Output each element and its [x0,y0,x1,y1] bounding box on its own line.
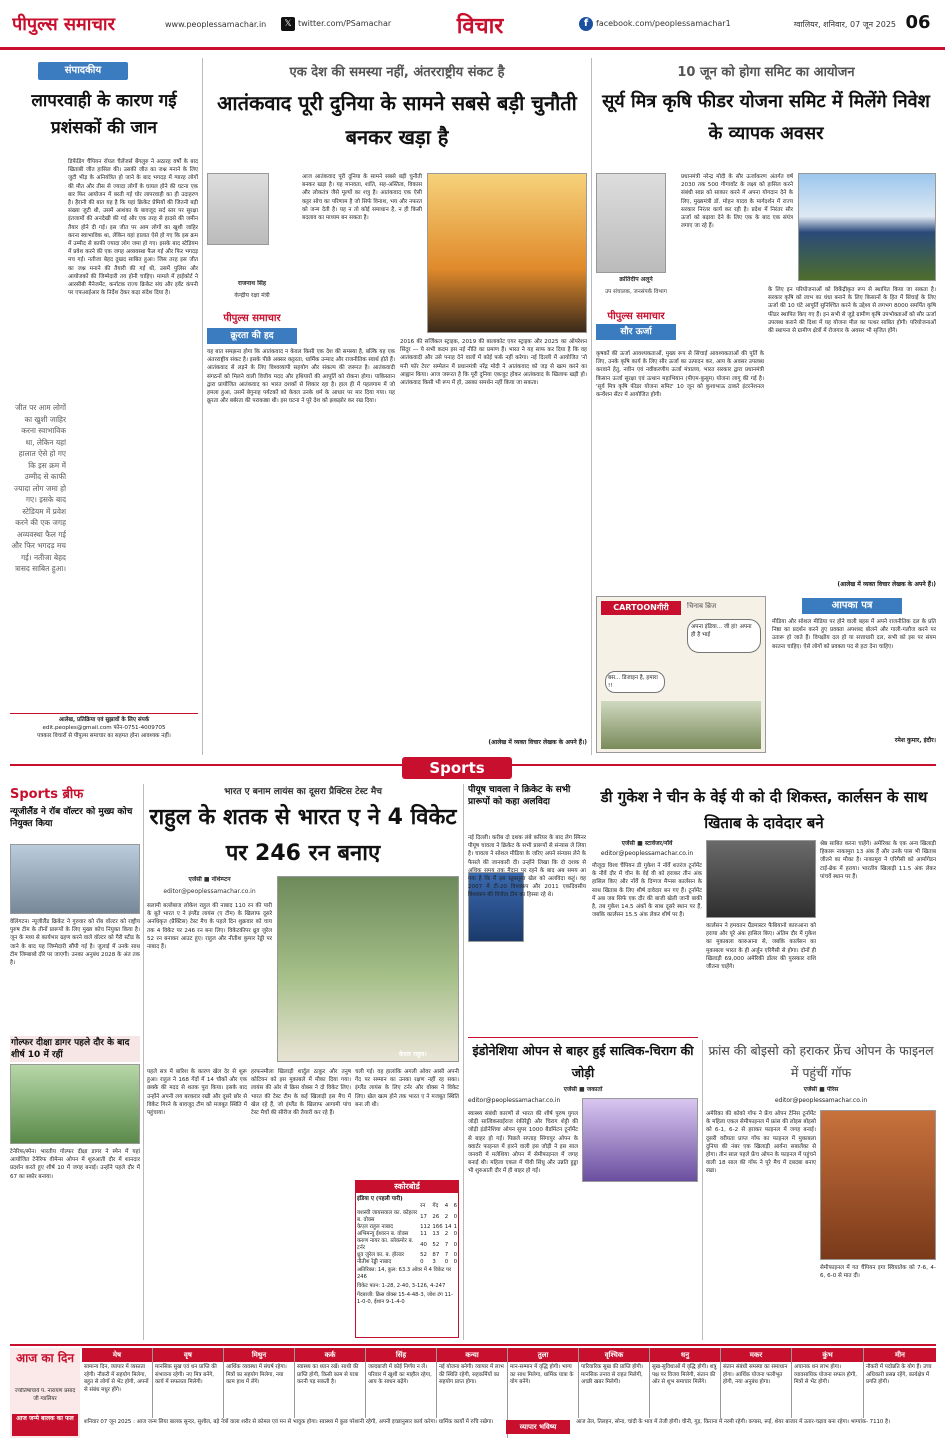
gukesh-body-1: मौजूदा विश्व चैंपियन डी गुकेश ने नॉर्वे शतरंज टूर्नामेंट के नौवें दौर में चीन के वेई यी को हराकर तीन अंक हासिल किए और नॉर्वे के दिग्गज मैग्नस कार्लसन के साथ खिताब के लिए शीर्ष दावेदार बन गए हैं। टूर्नामेंट में अब जब सिर्फ एक दौर की बाजी खेली जानी बाकी है, तब गुकेश 14.5 अंकों के साथ दूसरे स्थान पर हैं, जबकि कार्लसन 15.5 अंक लेकर शीर्ष पर हैं। [592,863,702,919]
dateline: ग्वालियर, शनिवार, 07 जून 2025 [793,20,896,29]
gukesh-email[interactable]: editor@peoplessamachar.co.in [600,850,694,857]
sign-text: पारिवारिक सुख की प्राप्ति होगी। मानसिक तनाव से राहत मिलेगी, अच्छी खबर मिलेगी। [581,1364,643,1386]
terror-photo [427,173,587,333]
divider [463,784,464,1340]
terror-body-1: आज आतंकवाद पूरी दुनिया के सामने सबसे बड़ी चुनौती बनकर खड़ा है। यह मानवता, शांति, सह-अस्तित्व, विकास और लोकतंत्र जैसे मूल्यों का शत्रु है। आतंकवाद एक ऐसी कट्टर सोच का परिणाम है जो सिर्फ विनाश, भय और नफरत को जन्म देती है। यह न तो कोई समाधान है, न ही किसी बदलाव का माध्यम बन सकता है। [302,174,422,222]
editorial-tag: संपादकीय [38,62,128,80]
website-link[interactable]: www.peoplessamachar.in [165,20,267,29]
cartoon [596,596,766,753]
batter-cell: ध्रुव जुरेल का. ब. होल्डर [357,1252,405,1258]
sign-text: अचानक धन लाभ होगा। व्यावसायिक योजना सफल होगी, मित्रों से भेंट होगी। [794,1364,857,1386]
sign-name: वृश्चिक [579,1348,649,1362]
solar-author: क्रांतिदीप अलूने [619,276,653,283]
rahul-email[interactable]: editor@peoplessamachar.co.in [163,888,256,895]
child-label: आज जन्मे बालक का फल [12,1414,78,1436]
brief-body-2: टेनेरिफ/स्पेन। भारतीय गोल्फर दीक्षा डागर ने स्पेन में यहां आयोजित टेनेरिफ वीमेन्स ओपन में शुरुआती दौर में शानदार प्रदर्शन करते हुए शीर्ष 10 में जगह बनाई। उन्होंने पहले दौर में 67 का स्कोर बनाया। [10,1149,140,1180]
badminton-title: इंडोनेशिया ओपन से बाहर हुई सात्विक-चिराग की जोड़ी [472,1043,694,1080]
sports-banner: Sports [402,757,512,779]
author-photo [596,173,666,273]
solar-body-1: प्रधानमंत्री नरेन्द्र मोदी के सौर ऊर्जाकरण अंतर्गत वर्ष 2030 तक 500 गीगावॉट के लक्ष्य को हासिल करने संबंधी स्वप्न को साकार करने में अपना योगदान देने के लिए, मुख्यमंत्री डॉ. मोहन यादव के मार्गदर्शन में राज्य सरकार निरंतर कार्य कर रही है। प्रदेश में निरंतर सौर ऊर्जा को बढ़ावा देने के लिए एक के बाद एक संयंत्र लगाए जा रहे हैं। [681,174,793,230]
sixes-cell: 1 [453,1224,457,1230]
sign-text: नौकरी में पदोन्नति के योग हैं। उच्च अधिकारी प्रसन्न रहेंगे, कार्यक्षेत्र में प्रगति होगी। [866,1364,932,1386]
business-forecast: आज तेल, तिलहन, सोना, चांदी के भाव में तेजी होगी। चीनी, गुड़, किराना में नरमी रहेगी। कपास, रूई, शेयर बाजार में उतार-चढ़ाव बना रहेगा। भाग्यांक- 7110 है। [574,1418,936,1442]
brief-body: वेलिंगटन। न्यूजीलैंड क्रिकेट ने गुरुवार को रॉब वॉल्टर को राष्ट्रीय पुरुष टीम के तीनों प्रारूपों के लिए मुख्य कोच नियुक्त किया है। जून के मध्य से कार्यभार ग्रहण करने वाले वॉल्टर को गैरी स्टीड के जाने के बाद यह जिम्मेदारी सौंपी गई है। जुलाई में उनके साथ टीम जिम्बाब्वे दौरे पर जाएगी। उनका अनुबंध 2028 के अंत तक है। [10,919,140,967]
cartoon-caption: चिनाब ब्रिज [687,602,717,610]
table-row [356,1224,458,1231]
brief-title: न्यूजीलैंड ने रॉब वॉल्टर को मुख्य कोच नियुक्त किया [10,807,133,829]
fours-cell: 7 [444,1252,449,1258]
table-row [356,1210,458,1224]
gauff-article [706,1040,936,1340]
terror-body-3: 2016 की सर्जिकल स्ट्राइक, 2019 की बालाकोट एयर स्ट्राइक और 2025 का ऑपरेशन सिंदूर — ये सभी कदम इस नई नीति का प्रमाण हैं। भारत ने यह साफ कर दिया है कि वह आतंकवादी और उसे पनाह देने वालों में कोई फर्क नहीं करेगा। नई दिल्ली में आयोजित 'नो मनी फॉर टेरर' सम्मेलन में प्रधानमंत्री नरेंद्र मोदी ने आतंकवाद को जड़ से खत्म करने का आह्वान किया। आज जरूरत है कि पूरी दुनिया एकजुट होकर आतंकवाद के खिलाफ खड़ी हो। आतंकवाद किसी भी रूप में हो, उसका समर्थन नहीं किया जा सकता। [400,339,587,387]
sign-name: कुंभ [792,1348,863,1362]
fours-cell: 2 [444,1231,449,1237]
terror-author: राजनाथ सिंह [237,280,267,287]
chawla-body: नई दिल्ली। करीब दो दशक लंबे करियर के बाद लेग स्पिनर पीयूष चावला ने क्रिकेट के सभी प्रारूपों से संन्यास ले लिया है। चावला ने सोशल मीडिया के जरिए अपने संन्यास लेने के फैसले की जानकारी दी। उन्होंने लिखा कि दो दशक से अधिक समय तक मैदान पर रहने के बाद अब समय आ गया है कि मैं इस खूबसूरत खेल को अलविदा कहूं। वह 2007 में टी-20 विश्वकप और 2011 एकदिवसीय विश्वकप की विजेता टीम का हिस्सा रहे थे। [468,835,586,899]
sign-name: कर्क [295,1348,365,1362]
solar-footer-note: (आलेख में व्यक्त विचार लेखक के अपने हैं।) [837,581,936,588]
solar-kicker: 10 जून को होगा समिट का आयोजन [677,65,855,80]
sixes-cell: 0 [453,1252,457,1258]
runs-cell: 0 [420,1259,424,1265]
contact-box [10,713,198,753]
sign-text: जल्दबाजी में कोई निर्णय न लें। परिवार में खुशी का माहौल रहेगा, आय के साधन बढ़ेंगे। [368,1364,432,1386]
editorial-sidequote: जीत पर आम लोगों का खुशी जाहिर करना स्वाभाविक था, लेकिन यहां हालात ऐसे हो गए कि इस क्रम में उम्मीद से काफी ज्यादा लोग जमा हो गए। इसके बाद स्टेडियम में प्रवेश करने की एक जगह अव्यवस्था फैल गई और फिर भगदड़ मच गई। नतीजा बेहद त्रासद साबित हुआ। [11,403,66,573]
sports-brief [10,784,140,1340]
sixes-cell: 0 [453,1213,457,1220]
gauff-body: अमेरिका की कोको गॉफ ने फ्रेंच ओपन टेनिस टूर्नामेंट के महिला एकल सेमीफाइनल में फ्रांस की लोइस बोइसो को 6-1, 6-2 से हराकर फाइनल में जगह बनाई। दूसरी वरीयता प्राप्त गॉफ का फाइनल में मुकाबला दुनिया की नंबर एक खिलाड़ी आर्यना सबालेंका से होगा। तीन साल पहले फ्रेंच ओपन के फाइनल में पहुंचने वाली 18 साल की गॉफ ने पूरे मैच में दबदबा बनाए रखा। [706,1111,816,1175]
cartoon-bubble-1: अपना इंडिया... जी हां! अपना ही है भाई [687,619,761,653]
editorial-body: डिफेंडिंग चैंपियन रॉयल चैलेंजर्स बेंगलुरु ने अठारह वर्षों के बाद खिताबी जीत हासिल की। उसकी जीत का जश्न मनाने के लिए जुटी भीड़ के अनियंत्रित हो जाने के बाद भगदड़ में ग्यारह लोगों की मौत और तीस से ज्यादा लोगों के घायल होने की घटना एक बार फिर आयोजन में बरती गई घोर लापरवाही का ही उदाहरण है। हैरानी की बात यह है कि यहां क्रिकेट प्रेमियों की जितनी बड़ी संख्या जुटी थी, उसमें आशंका के बावजूद सर्द स्तर पर सुरक्षा इंतजामों की अनदेखी की गई और एक तरह से हादसे की जमीन तैयार होने दी गई। इस जीत पर आम लोगों का खुशी जाहिर करना स्वाभाविक था, लेकिन यहां हालात ऐसे हो गए कि इस क्रम में उम्मीद से काफी ज्यादा लोग जमा हो गए। इसके बाद स्टेडियम में प्रवेश करने की एक जगह अव्यवस्था फैल गई और फिर भगदड़ मच गई। नतीजा बेहद दुखद साबित हुआ। जिस तरह इस जीत का जश्न मनाने की तैयारी की गई थी, उसमें पुलिस और आयोजकों की जिम्मेदारी तय होनी चाहिए। मामले में हाईकोर्ट ने आरसीबी मैनेजमेंट, कर्नाटक राज्य क्रिकेट संघ और इवेंट कंपनी पर एफआईआर के निर्देश देकर कड़ा संदेश दिया है। [68,159,198,297]
rahul-body-3: हरफनमौला खिलाड़ी शार्दुल ठाकुर और तनुष कोटियन को इस मुकाबले में मौका दिया गया। लायंस की ओर से क्रिस वोक्स ने दो विकेट लिए। भारत की टेस्ट टीम के कई खिलाड़ी इस मैच में खेल रहे हैं, जो इंग्लैंड के खिलाफ आगामी पांच टेस्ट मैचों की सीरीज की तैयारी कर रहे हैं। [251,1069,351,1117]
divider [591,58,592,755]
divider [143,784,144,1340]
scoreboard [355,1180,459,1338]
balls-cell: 87 [432,1252,440,1258]
badminton-byline: एजेंसी ■ जकार्ता [563,1086,603,1093]
gukesh-body-3: श्रेष्ठ साबित करना चाहेंगे। अमेरिका के एक अन्य खिलाड़ी हिकारू नाकामुरा 13 अंक हैं और उनके पास भी खिताब जीतने का मौका है। नाकामुरा ने एरिगैसी को आर्मागेडन टाई-ब्रेक में हराया। भारतीय खिलाड़ी 11.5 अंक लेकर पांचवें स्थान पर हैं। [820,841,936,880]
sign-name: मकर [721,1348,791,1362]
letters-body: मीडिया और सोशल मीडिया पर होने वाली बहस में अपने राजनीतिक दल के प्रति निष्ठा का प्रदर्शन करने हुए प्रवक्ता अपशब्द बोलने और गाली-गलौज करने पर उतारू हो जाते हैं। विपक्षीय दल हो या सत्ताधारी दल, सभी को इस पर संयम बरतना चाहिए। ऐसे लोगों को प्रवक्ता पद से हटा देना चाहिए। [772,619,936,650]
balls-cell: 26 [432,1213,440,1220]
terror-kicker: एक देश की समस्या नहीं, अंतरराष्ट्रीय संकट है [289,65,505,80]
editorial-section [10,58,198,755]
batter-cell: यशस्वी जायसवाल का. कोहलर ब. वोक्स [357,1210,418,1223]
solar-photo [798,173,936,281]
sign-text: मानसिक सुख एवं धन प्राप्ति की संभावना रहेगी। नए मित्र बनेंगे, कार्य में सफलता मिलेगी। [155,1364,217,1386]
solar-column: सौर ऊर्जा [596,324,676,340]
author-photo [207,173,269,245]
scoreboard-title: स्कोरबोर्ड [356,1181,458,1193]
sign-name: सिंह [366,1348,436,1362]
sign-text: संतान संबंधी समस्या का समाधान होगा। आर्थिक योजना फलीभूत होगी, नया अनुबंध होगा। [723,1364,788,1386]
gukesh-byline: एजेंसी ■ स्टावेंजर/नॉर्वे [621,840,673,847]
terror-logo: पीपुल्स समाचार [223,313,281,324]
sign-text: स्वास्थ्य का ध्यान रखें। साथी की प्राप्ति होगी, किसी काम से यात्रा करनी पड़ सकती है। [297,1364,359,1386]
rahul-byline: एजेंसी ■ नॉर्थम्प्टन [188,876,231,883]
solar-article [596,58,936,593]
sixes-cell: 0 [453,1259,457,1265]
table-row [356,1252,458,1259]
sixes-cell: 0 [453,1241,457,1248]
sign-text: सुख-सुविधाओं में वृद्धि होगी। शत्रु पक्ष पर विजय मिलेगी, संतान की ओर से शुभ समाचार मिलेंगे। [652,1364,717,1386]
terror-author-role: केन्द्रीय रक्षा मंत्री [234,292,270,299]
business-label: व्यापार भविष्य [506,1420,570,1434]
cartoon-label: CARTOONगीरी [601,601,681,615]
page-number: 06 [905,12,931,33]
sign-text: मान-सम्मान में वृद्धि होगी। भाग्य का साथ मिलेगा, धार्मिक यात्रा के योग बनेंगे। [510,1364,574,1386]
solar-body-3: के लिए इन परियोजनाओं को विकेंद्रीकृत रूप से स्थापित किया जा सकता है। सरकार कृषि को लाभ का धंधा बनाने के लिए किसानों के हित में सिंचाई के लिए ऊर्जा की 10 घंटे आपूर्ति सुनिश्चित करने के उद्देश्य से लगभग 8000 समर्पित कृषि फीडर स्थापित किए गए हैं। इन सभी से जुड़े ग्रामीण कृषि उपभोक्ताओं को सौर ऊर्जा उपलब्ध कराने की दिशा में यह योजना मील का पत्थर साबित होगी। परियोजनाओं की स्थापना से ग्रामीण क्षेत्रों में रोजगार के अवसर भी सृजित होंगे। [768,287,936,335]
horoscope-title-box [10,1348,80,1438]
badminton-body: स्वास्थ्य संबंधी कारणों से भारत की शीर्ष पुरुष युगल जोड़ी सात्विकसाईराज रंकीरेड्डी और चिराग शेट्टी की जोड़ी इंडोनेशिया ओपन सुपर 1000 बैडमिंटन टूर्नामेंट से बाहर हो गई। पिछले सप्ताह सिंगापुर ओपन के क्वार्टर फाइनल में हारने वाली इस जोड़ी ने इस साल जनवरी में मलेशिया ओपन में सेमीफाइनल में जगह बनाई थी। महिला एकल में पीवी सिंधु और उन्नति हुड्डा भी शुरुआती दौर में ही बाहर हो गईं। [468,1111,578,1175]
sign-name: वृष [153,1348,223,1362]
rahul-photo-caption: केएल राहुल। [399,1051,427,1058]
fours-cell: 2 [444,1213,449,1220]
divider [10,1344,936,1346]
scoreboard-table [356,1203,458,1266]
masthead [0,0,945,50]
divider [468,1037,698,1038]
editorial-title: लापरवाही के कारण गई प्रशंसकों की जान [31,91,177,138]
section-title: विचार [456,14,504,39]
scoreboard-bowling: गेंदबाजी: क्रिस वोक्स 15-4-48-3, जोश टंग 11-1-0-0, ईशान 9-1-4-0 [357,1292,453,1305]
balls-cell: 13 [432,1231,440,1237]
rahul-title: राहुल के शतक से भारत ए ने 4 विकेट पर 246 रन बनाए [149,805,457,866]
gukesh-body-2: कार्लसन ने हमवतन ग्रैंडमास्टर फैबियानो कारुआना को हराया और पूरे अंक हासिल किए। अंतिम दौर में गुकेश का मुकाबला कारुआना से, जबकि कार्लसन का मुकाबला भारत के ही अर्जुन एरिगैसी से होगा। दोनों ही खिलाड़ी 69,000 अमेरिकी डॉलर की पुरस्कार राशि जीतना चाहेंगे। [706,923,816,971]
rahul-body-4: चली गई। वह हालांकि अगली ओवर आसी अपनी गेंद पर सम्मान का उनका रक्षण नहीं रह सका। इंग्लैंड लायंस के लिए टर्नर और वोक्स ने विकेट लिए। खेल खत्म होने तक भारत ए ने मजबूत स्थिति बना ली थी। [355,1069,459,1108]
divider [702,1040,703,1340]
contact-phone: फोन-0751-4009705 [113,725,166,731]
gukesh-photo [706,840,816,918]
child-fortune: शनिवार 07 जून 2025 : आज जन्म लिया बालक सुन्दर, सुशील, बड़े नेत्रों वाला शरीर से कोमल एवं मन से भावुक होगा। स्वास्थ्य में कुछ परेशानी रहेगी, अपनी इच्छानुसार कार्य करेगा। धार्मिक कार्यों में रुचि रखेगा। [82,1418,502,1442]
sign-text: नई योजना बनेगी। व्यापार में लाभ की स्थिति रहेगी, सहकर्मियों का सहयोग प्राप्त होगा। [439,1364,504,1386]
chawla-title: पीयूष चावला ने क्रिकेट के सभी प्रारूपों को कहा अलविदा [468,785,571,807]
sixes-cell: 0 [453,1231,457,1237]
batter-cell: करुण नायर का. ब्लेकमोर ब. टर्नर [357,1238,414,1251]
sign-text: आर्थिक व्यवस्था में संघर्ष रहेगा। मित्रों का सहयोग मिलेगा, नया काम हाथ में लेंगे। [226,1364,287,1386]
rahul-kicker: भारत ए बनाम लायंस का दूसरा प्रैक्टिस टेस्ट मैच [224,787,382,797]
letters [772,596,936,753]
bridge-icon [601,701,761,749]
header-cell: 6 [453,1203,457,1209]
twitter-link[interactable]: twitter.com/PSamachar [298,19,392,28]
masthead-logo: पीपुल्स समाचार [12,14,115,35]
twitter-icon: 𝕏 [281,17,295,31]
balls-cell: 3 [432,1259,436,1265]
runs-cell: 11 [420,1231,427,1237]
solar-title: सूर्य मित्र कृषि फीडर योजना समिट में मिलेंगे निवेश के व्यापक अवसर [602,91,930,144]
contact-label: आलेख, प्रतिक्रिया एवं सुझावों के लिए संपर्क [58,717,150,723]
table-row [356,1238,458,1252]
sign-name: तुला [508,1348,578,1362]
sign-name: मेष [82,1348,152,1362]
letters-signer: रमेश कुमार, इंदौर। [894,737,936,744]
badminton-photo [582,1098,698,1182]
gauff-photo [820,1110,936,1260]
runs-cell: 40 [420,1241,427,1248]
scoreboard-extras: अतिरिक्त: 14, कुल: 63.3 ओवर में 4 विकेट पर 246 [357,1267,452,1280]
gauff-photo-caption: सेमीफाइनल में गत चैंपियन इगा स्वियातेक को 7-6, 4-6, 6-0 से मात दी। [820,1265,936,1280]
rahul-article [147,784,459,1340]
solar-body-2: कृषकों की ऊर्जा आवश्यकताओं, मुख्य रूप से सिंचाई आवश्यकताओं की पूर्ति के लिए, उनके कृषि कार्य के लिए सौर ऊर्जा का उत्पादन कर, आय के अवसर उपलब्ध करवाने हेतु, नवीन एवं नवीकरणीय ऊर्जा मंत्रालय, भारत सरकार द्वारा प्रधानमंत्री किसान ऊर्जा सुरक्षा एवं उत्थान महाभियान (पीएम-कुसुम) योजना लागू की गई है। 'सूर्य मित्र कृषि फीडर योजना समिट' 10 जून को कुशाभाऊ ठाकरे इंटरनेशनल कन्वेंशन सेंटर में आयोजित होगी। [596,351,764,399]
rahul-photo [277,876,459,1062]
fours-cell: 7 [444,1241,449,1248]
gauff-byline: एजेंसी ■ पेरिस [803,1086,839,1093]
batter-cell: अभिमन्यु ईश्वरन ब. वोक्स [357,1231,409,1237]
gauff-title: फ्रांस की बोइसो को हराकर फ्रेंच ओपन के फाइनल में पहुंचीं गॉफ [708,1043,934,1080]
terror-column: क्रूरता की हद [207,328,297,344]
runs-cell: 52 [420,1252,427,1258]
runs-cell: 112 [420,1224,431,1230]
sign-text: सामान्य दिन, व्यापार में व्यस्तता रहेगी। नौकरी में सहयोग मिलेगा, बहुत से लोगों से भेंट होगी, अपनों से संबंध मधुर होंगे। [84,1364,149,1393]
header-cell [356,1203,419,1210]
solar-logo: पीपुल्स समाचार [607,311,665,322]
fours-cell: 14 [444,1224,452,1230]
badminton-email[interactable]: editor@peoplessamachar.co.in [468,1097,561,1104]
letters-tag: आपका पत्र [802,598,902,614]
diksha-photo [10,1064,140,1144]
batter-cell: नीतीश रेड्डी नाबाद [357,1259,392,1265]
terror-body-2: यह बात समझना होगा कि आतंकवाद न केवल किसी एक देश की समस्या है, बल्कि यह एक अंतरराष्ट्रीय संकट है। इसके पीछे अक्सर कट्टरता, धार्मिक उन्माद और राजनीतिक स्वार्थ होते हैं। आतंकवाद से लड़ने के लिए विश्वव्यापी सहयोग और संकल्प की जरूरत है। आतंकवादी संगठनों को मिलने वाली वित्तीय मदद और हथियारों की आपूर्ति को रोकना होगा। पाकिस्तान द्वारा प्रायोजित आतंकवाद का भारत दशकों से शिकार रहा है। हाल ही में पहलगाम में जो हमला हुआ, उसमें बेगुनाह पर्यटकों को केवल उनके धर्म के आधार पर मार दिया गया। यह क्रूरता और बर्बरता की पराकाष्ठा थी। इस घटना ने पूरे देश को झकझोर कर रख दिया। [207,349,395,405]
panchang: ज्योतिषाचार्य पं. नारायण प्रसाद जी ग्वालियर [14,1388,76,1402]
fours-cell: 0 [444,1259,449,1265]
solar-author-role: उप संचालक, जनसंपर्क विभाग [605,289,667,295]
terror-footer-note: (आलेख में व्यक्त विचार लेखक के अपने हैं।) [488,739,587,746]
sign-name: धनु [650,1348,720,1362]
brief-tag: Sports ब्रीफ [10,787,84,802]
badminton-article [468,1040,698,1340]
table-row [356,1259,458,1266]
balls-cell: 52 [432,1241,440,1248]
header-cell: गेंद [432,1203,439,1209]
facebook-link[interactable]: facebook.com/peoplessamachar1 [596,19,731,28]
gukesh-title: डी गुकेश ने चीन के वेई यी को दी शिकस्त, कार्लसन के साथ खिताब के दावेदार बने [600,788,928,832]
scoreboard-fow: विकेट पतन: 1-28, 2-40, 3-126, 4-247 [357,1283,446,1289]
rahul-body-1: सलामी बल्लेबाज लोकेश राहुल की नाबाद 110 रन की पारी के बूते भारत ए ने इंग्लैंड लायंस (ए टीम) के खिलाफ दूसरे अनधिकृत (प्रैक्टिस) टेस्ट मैच के पहले दिन शुक्रवार को चाय तक 4 विकेट पर 246 रन बना लिए। विकेटकीपर ध्रुव जुरेल 52 रन बनाकर आउट हुए। राहुल और नीतीश कुमार रेड्डी पर नाबाद हैं। [147,903,272,951]
terror-title: आतंकवाद पूरी दुनिया के सामने सबसे बड़ी चुनौती बनकर खड़ा है [217,91,577,149]
cartoon-bubble-2: बस... डिजाइन है, हमारा !! [605,671,665,693]
balls-cell: 166 [432,1224,443,1230]
terror-article [207,58,587,755]
chawla-article [468,784,586,1034]
scoreboard-team: इंडिया ए (पहली पारी) [357,1196,403,1202]
sign-name: कन्या [437,1348,507,1362]
table-row [356,1231,458,1238]
brief-title-2: गोल्फर दीक्षा डागर पहले दौर के बाद शीर्ष 10 में रहीं [10,1036,140,1062]
header-cell: 4 [444,1203,449,1209]
contact-email[interactable]: edit.peoples@gmail.com [42,725,112,731]
walter-photo [10,844,140,914]
facebook-icon: f [579,17,593,31]
runs-cell: 17 [420,1213,427,1220]
rahul-body-2: पहले सत्र में बारिश के कारण खेल देर से शुरू हुआ। राहुल ने 168 गेंदों में 14 चौकों और एक छक्के की मदद से शतक पूरा किया। इसके बाद उन्होंने अपनी लय बरकरार रखी और दूसरे छोर से विकेट गिरने के बावजूद टीम को मजबूत स्थिति में पहुंचाया। [147,1069,247,1117]
sign-name: मीन [864,1348,936,1362]
batter-cell: केएल राहुल नाबाद [357,1224,394,1230]
sign-name: मिथुन [224,1348,294,1362]
gauff-email[interactable]: editor@peoplessamachar.co.in [774,1097,868,1104]
header-cell: रन [420,1203,426,1209]
gukesh-article [592,784,936,1034]
disclaimer: पत्रकार विचारों से पीपुल्स समाचार का सहमत होना आवश्यक नहीं। [37,733,171,739]
horoscope-title: आज का दिन [16,1351,74,1365]
divider [202,58,203,755]
